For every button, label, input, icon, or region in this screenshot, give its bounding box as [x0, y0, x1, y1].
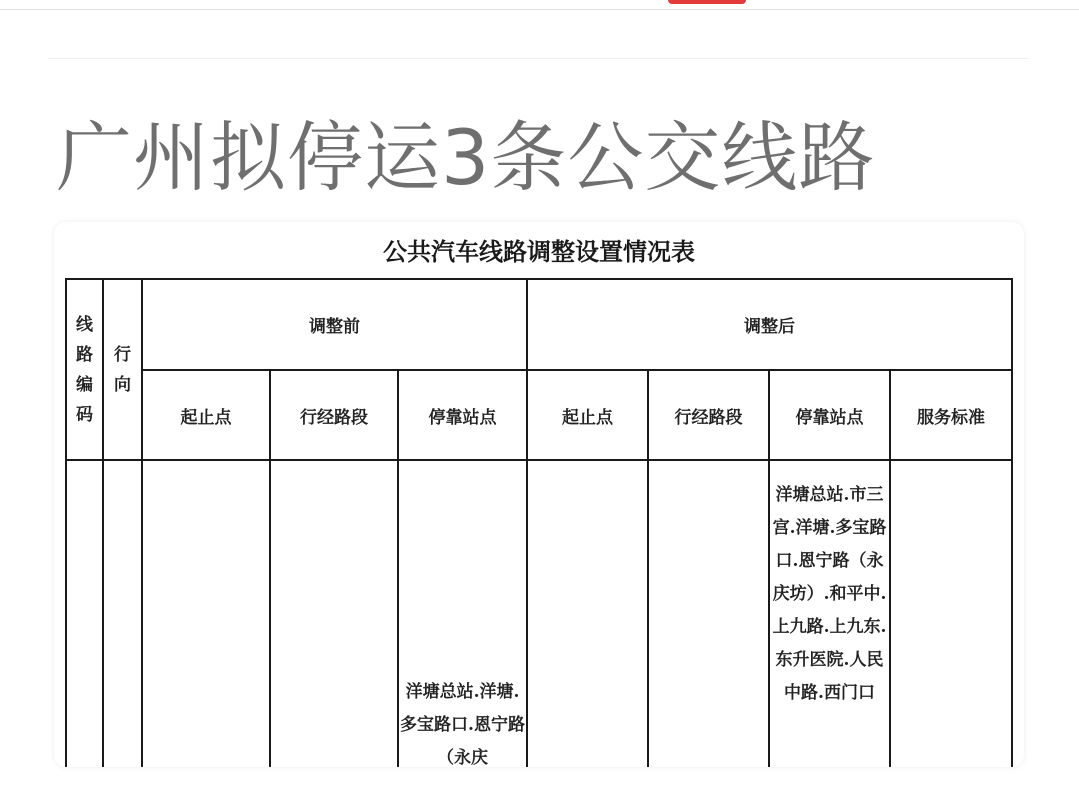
- route-table: [65, 278, 1013, 767]
- header-before-endpoints: 起止点: [142, 370, 270, 460]
- cell-after-route: [648, 460, 769, 767]
- header-row-2: [66, 370, 1012, 460]
- header-after-endpoints: 起止点: [527, 370, 648, 460]
- top-bar: [0, 0, 1079, 10]
- cell-before-endpoints: [142, 460, 270, 767]
- route-code-char: 码: [76, 404, 93, 425]
- header-direction: [103, 279, 142, 460]
- route-code-char: 编: [76, 374, 93, 395]
- direction-char: 行: [114, 344, 131, 365]
- header-after: 调整后: [527, 279, 1012, 370]
- cell-before-route: [270, 460, 398, 767]
- cell-route-code: [66, 460, 103, 767]
- header-route-code: [66, 279, 103, 460]
- table-row: [66, 460, 1012, 767]
- route-code-char: 路: [76, 344, 93, 365]
- header-row-1: [66, 279, 1012, 370]
- cell-direction: [103, 460, 142, 767]
- header-before: 调整前: [142, 279, 527, 370]
- cell-service-standard: [890, 460, 1012, 767]
- direction-char: 向: [114, 374, 131, 395]
- header-before-route: 行经路段: [270, 370, 398, 460]
- table-title: 公共汽车线路调整设置情况表: [383, 237, 695, 266]
- divider: [48, 58, 1028, 59]
- cell-before-stops: 洋塘总站.洋塘.多宝路口.恩宁路（永庆: [398, 460, 527, 767]
- cell-after-stops: 洋塘总站.市三宫.洋塘.多宝路口.恩宁路（永庆坊）.和平中.上九路.上九东.东升医院.人民中路.西门口: [769, 460, 890, 767]
- header-service-standard: 服务标准: [890, 370, 1012, 460]
- header-after-route: 行经路段: [648, 370, 769, 460]
- header-before-stops: 停靠站点: [398, 370, 527, 460]
- route-code-char: 线: [76, 314, 93, 335]
- table-image: [54, 222, 1024, 767]
- cell-after-endpoints: [527, 460, 648, 767]
- top-red-tab[interactable]: [668, 0, 746, 4]
- article-title: 广州拟停运3条公交线路: [56, 113, 876, 202]
- header-after-stops: 停靠站点: [769, 370, 890, 460]
